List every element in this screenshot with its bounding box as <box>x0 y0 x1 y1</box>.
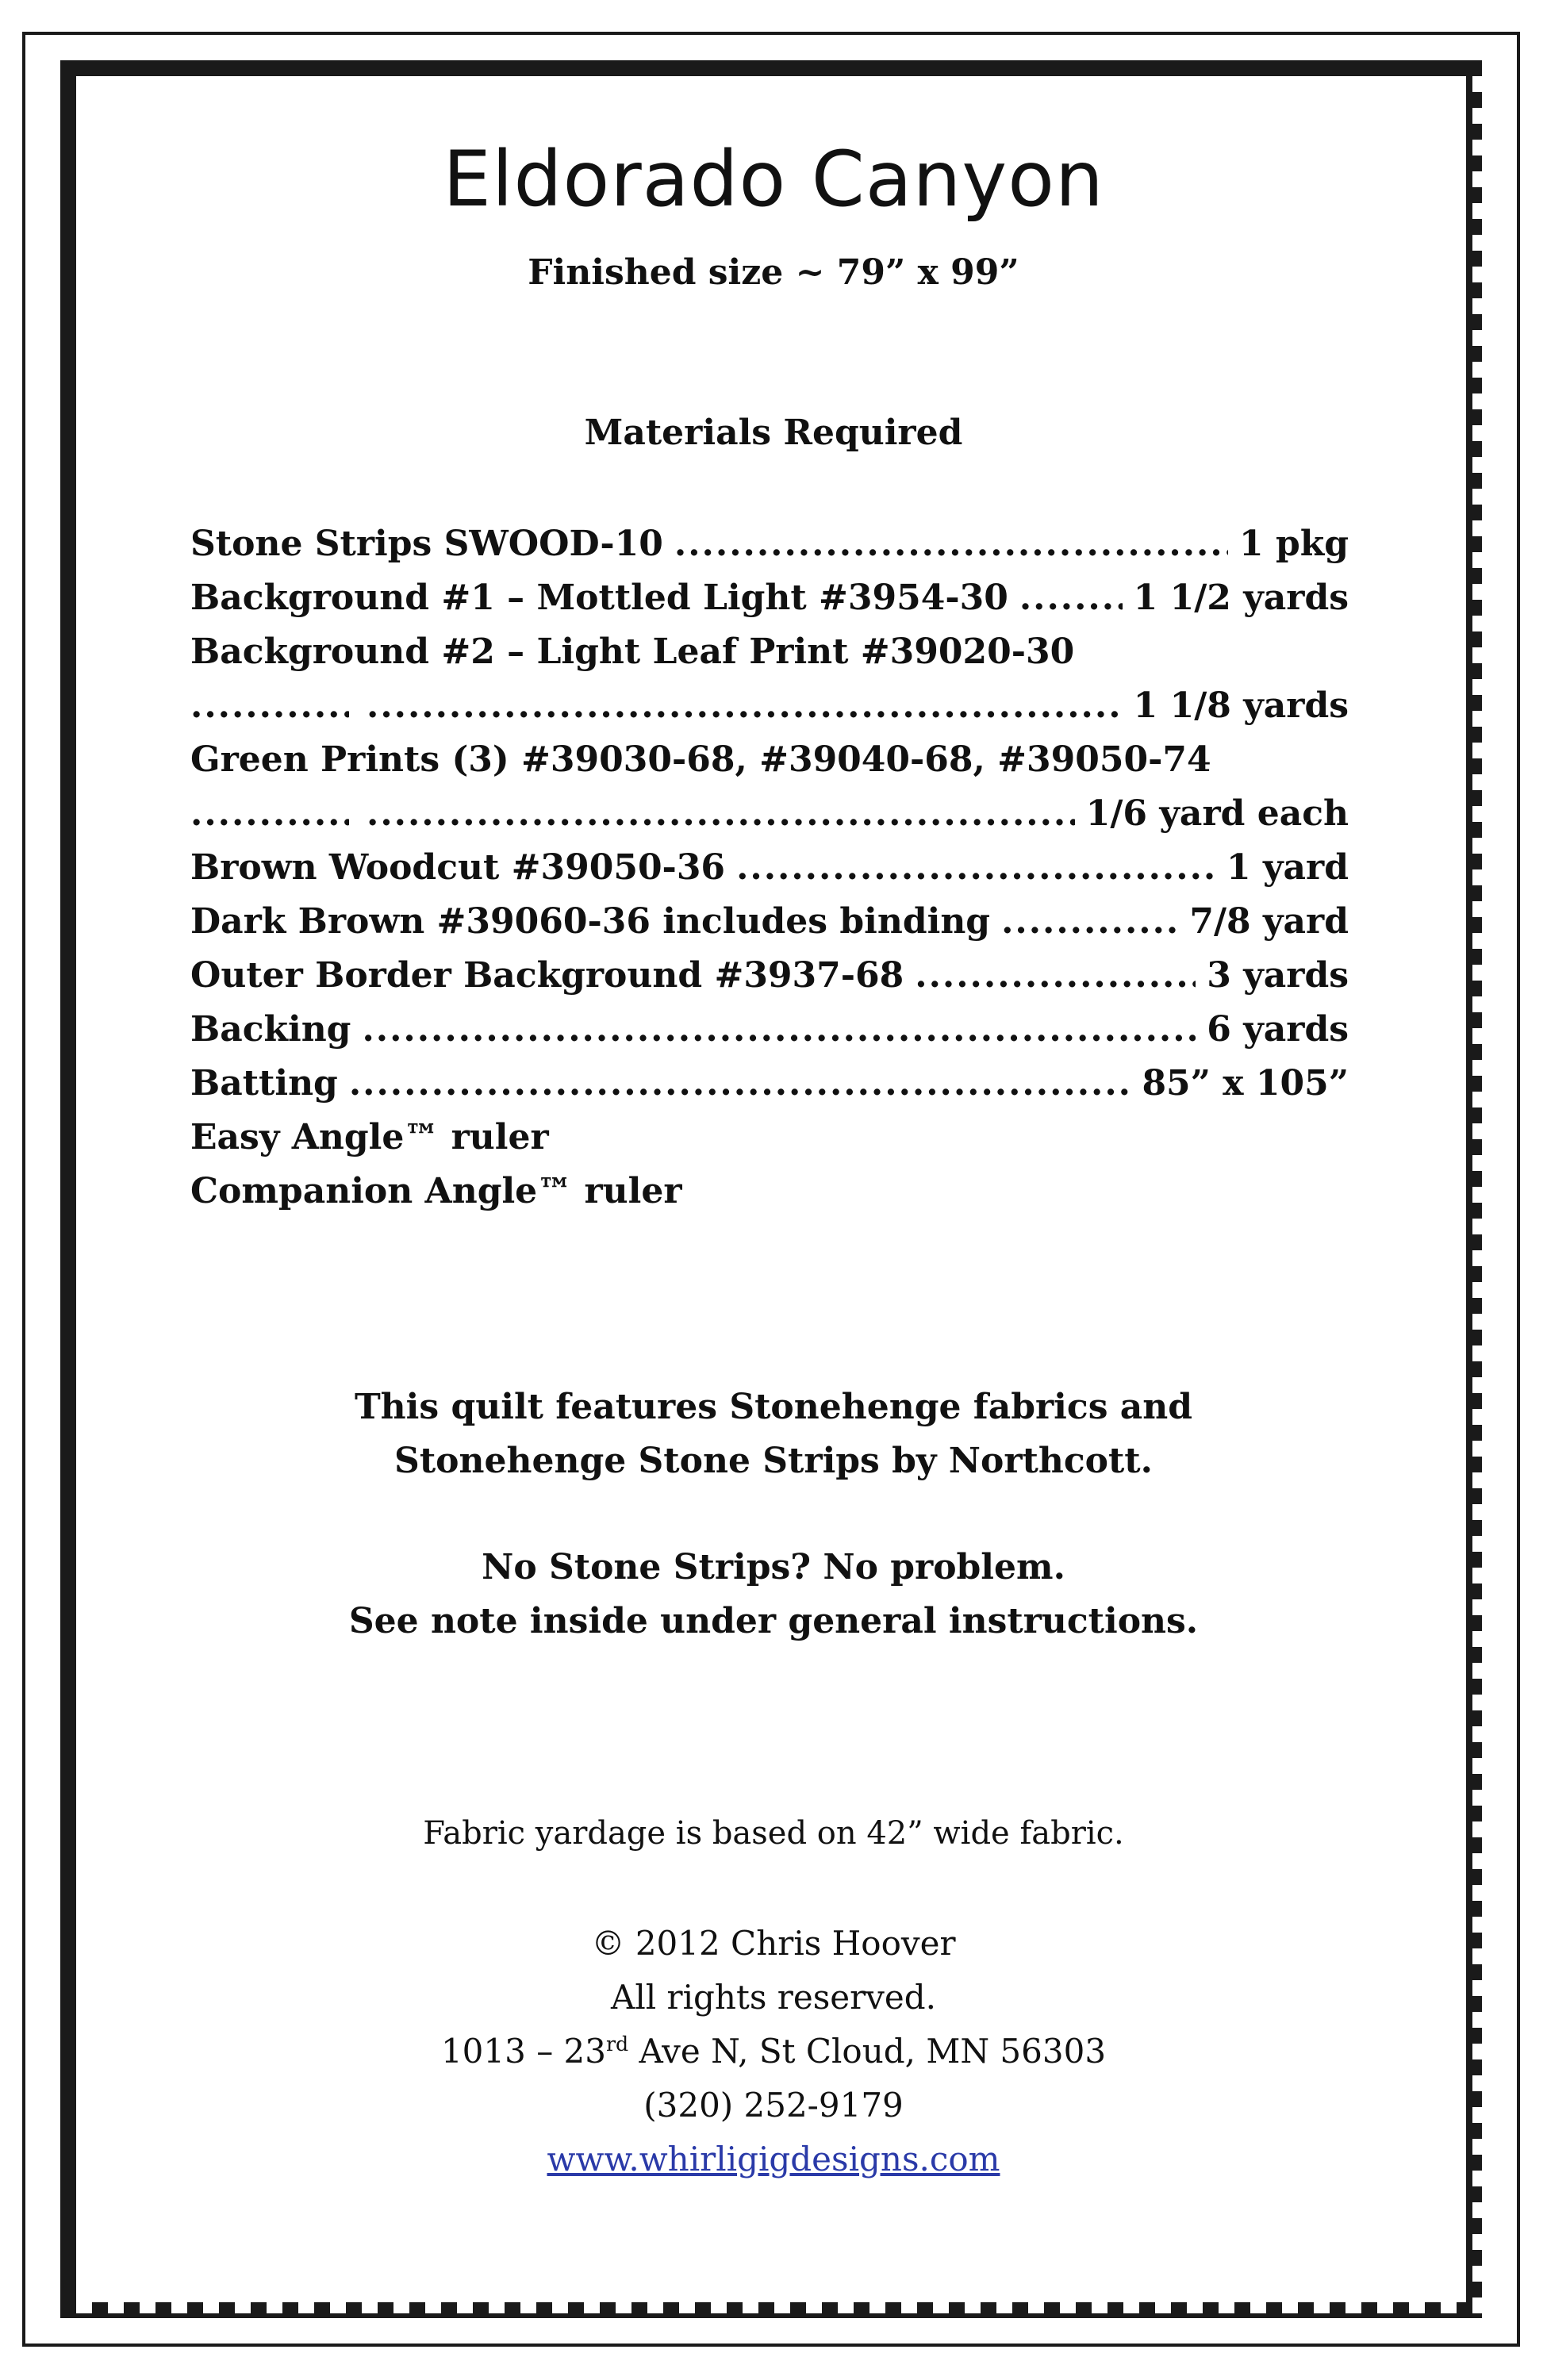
yardage-note: Fabric yardage is based on 42” wide fabric. <box>423 1815 1124 1852</box>
material-label: Stone Strips SWOOD-10 <box>190 524 663 564</box>
material-qty: 85” x 105” <box>1142 1063 1349 1104</box>
dot-leader <box>190 787 349 841</box>
material-row <box>190 1111 1349 1165</box>
dot-leader <box>1001 895 1178 949</box>
material-row <box>190 841 1349 895</box>
material-label: Background #1 – Mottled Light #3954-30 <box>190 578 1008 618</box>
material-qty: 6 yards <box>1207 1009 1349 1050</box>
material-label: Easy Angle™ ruler <box>190 1117 549 1157</box>
material-row <box>190 571 1349 625</box>
nostrips-line: No Stone Strips? No problem. <box>482 1547 1065 1587</box>
pattern-title: Eldorado Canyon <box>443 135 1104 224</box>
address-rest: Ave N, St Cloud, MN 56303 <box>628 2032 1107 2071</box>
material-label: Backing <box>190 1009 351 1050</box>
dot-leader <box>1019 571 1123 625</box>
feature-line: Stonehenge Stone Strips by Northcott. <box>394 1441 1153 1481</box>
dot-leader <box>349 1057 1131 1111</box>
address-number: 1013 – 23 <box>440 2032 606 2071</box>
material-qty: 1 1/8 yards <box>1133 685 1349 726</box>
material-qty: 3 yards <box>1207 955 1349 996</box>
feature-line: This quilt features Stonehenge fabrics and <box>354 1387 1193 1427</box>
material-row <box>190 733 1349 787</box>
material-qty: 1 yard <box>1226 847 1349 888</box>
material-label: Brown Woodcut #39050-36 <box>190 847 726 888</box>
rights-line: All rights reserved. <box>610 1978 936 2017</box>
material-label: Green Prints (3) #39030-68, #39040-68, #39050-74 <box>190 739 1211 780</box>
address-ordinal: rd <box>605 2033 629 2056</box>
nostrips-line: See note inside under general instructions. <box>348 1601 1199 1641</box>
dot-leader <box>367 787 1075 841</box>
dot-leader <box>915 949 1196 1003</box>
dot-leader <box>367 679 1123 733</box>
copyright-line: © 2012 Chris Hoover <box>591 1924 956 1963</box>
address-line <box>0 2025 1547 2079</box>
material-row <box>190 895 1349 949</box>
dot-leader <box>736 841 1215 895</box>
material-row <box>190 1165 1349 1219</box>
dot-leader <box>190 679 349 733</box>
material-qty: 1/6 yard each <box>1085 793 1349 834</box>
material-qty: 1 1/2 yards <box>1133 578 1349 618</box>
no-stone-strips-note <box>0 1541 1547 1649</box>
material-row <box>190 517 1349 571</box>
material-label: Companion Angle™ ruler <box>190 1171 682 1211</box>
material-row <box>190 949 1349 1003</box>
fabric-feature-note <box>0 1380 1547 1488</box>
materials-heading: Materials Required <box>584 413 963 453</box>
material-label: Background #2 – Light Leaf Print #39020-30 <box>190 631 1075 672</box>
material-label: Dark Brown #39060-36 includes binding <box>190 901 991 942</box>
material-label: Batting <box>190 1063 338 1104</box>
website-link[interactable]: www.whirligigdesigns.com <box>547 2140 1000 2178</box>
material-row-continued <box>190 679 1349 733</box>
material-qty: 1 pkg <box>1239 524 1349 564</box>
credits-block <box>0 1917 1547 2186</box>
material-row-continued <box>190 787 1349 841</box>
phone-line: (320) 252-9179 <box>643 2086 904 2125</box>
material-row <box>190 625 1349 679</box>
finished-size: Finished size ~ 79” x 99” <box>528 252 1019 293</box>
material-label: Outer Border Background #3937-68 <box>190 955 904 996</box>
materials-list <box>190 517 1349 1219</box>
dot-leader <box>674 517 1228 571</box>
material-qty: 7/8 yard <box>1189 901 1349 942</box>
material-row <box>190 1057 1349 1111</box>
material-row <box>190 1003 1349 1057</box>
dot-leader <box>362 1003 1196 1057</box>
